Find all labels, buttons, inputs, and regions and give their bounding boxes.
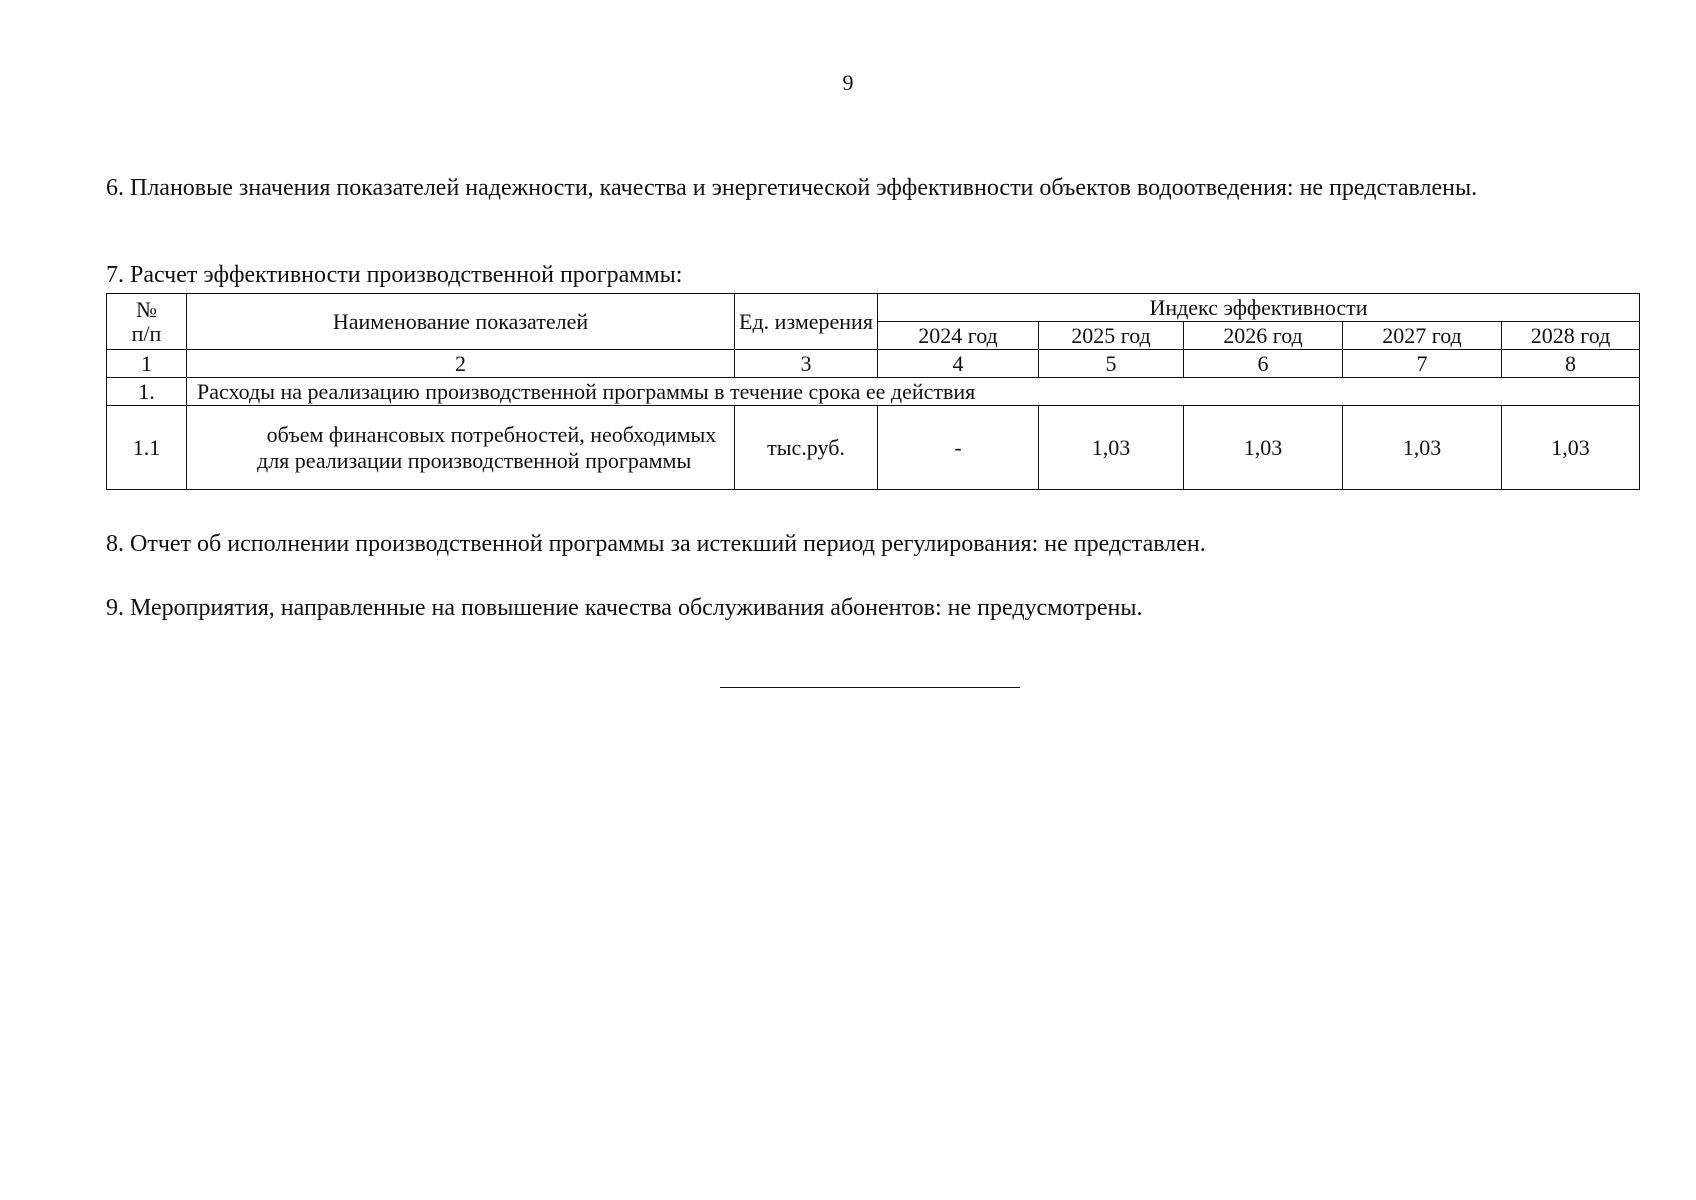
- section-8-text: 8. Отчет об исполнении производственной программы за истекший период регулирования: не представлен.: [106, 531, 1206, 557]
- column-number: 1: [107, 350, 187, 378]
- efficiency-table: [106, 293, 1640, 490]
- row-value: 1,03: [1184, 406, 1343, 490]
- row-value: 1,03: [1343, 406, 1502, 490]
- header-row-1: [107, 294, 1640, 322]
- row-name: объем финансовых потребностей, необходимых для реализации производственной программы: [187, 406, 735, 490]
- page-number: 9: [842, 70, 854, 95]
- column-number: 5: [1039, 350, 1184, 378]
- header-year: 2027 год: [1343, 322, 1502, 350]
- header-year: 2024 год: [878, 322, 1039, 350]
- column-number: 2: [187, 350, 735, 378]
- section-row-num: 1.: [107, 378, 187, 406]
- header-num: № п/п: [107, 294, 187, 350]
- column-number: 8: [1502, 350, 1640, 378]
- section-7-title: 7. Расчет эффективности производственной программы:: [106, 262, 683, 288]
- header-year: 2028 год: [1502, 322, 1640, 350]
- header-name: Наименование показателей: [187, 294, 735, 350]
- column-number: 7: [1343, 350, 1502, 378]
- row-value: -: [878, 406, 1039, 490]
- row-unit: тыс.руб.: [735, 406, 878, 490]
- header-index-group: Индекс эффективности: [878, 294, 1640, 322]
- closing-line: [720, 687, 1020, 688]
- section-row-title: Расходы на реализацию производственной программы в течение срока ее действия: [187, 378, 1640, 406]
- section-row: [107, 378, 1640, 406]
- header-unit: Ед. измерения: [735, 294, 878, 350]
- section-9-text: 9. Мероприятия, направленные на повышение качества обслуживания абонентов: не предусмотрены.: [106, 595, 1143, 621]
- row-value: 1,03: [1039, 406, 1184, 490]
- header-year: 2025 год: [1039, 322, 1184, 350]
- column-number: 6: [1184, 350, 1343, 378]
- section-6-text: 6. Плановые значения показателей надежности, качества и энергетической эффективности объектов водоотведения: не представлены.: [106, 175, 1478, 201]
- column-number-row: [107, 350, 1640, 378]
- column-number: 3: [735, 350, 878, 378]
- column-number: 4: [878, 350, 1039, 378]
- row-value: 1,03: [1502, 406, 1640, 490]
- row-num: 1.1: [107, 406, 187, 490]
- table-row: [107, 406, 1640, 490]
- header-year: 2026 год: [1184, 322, 1343, 350]
